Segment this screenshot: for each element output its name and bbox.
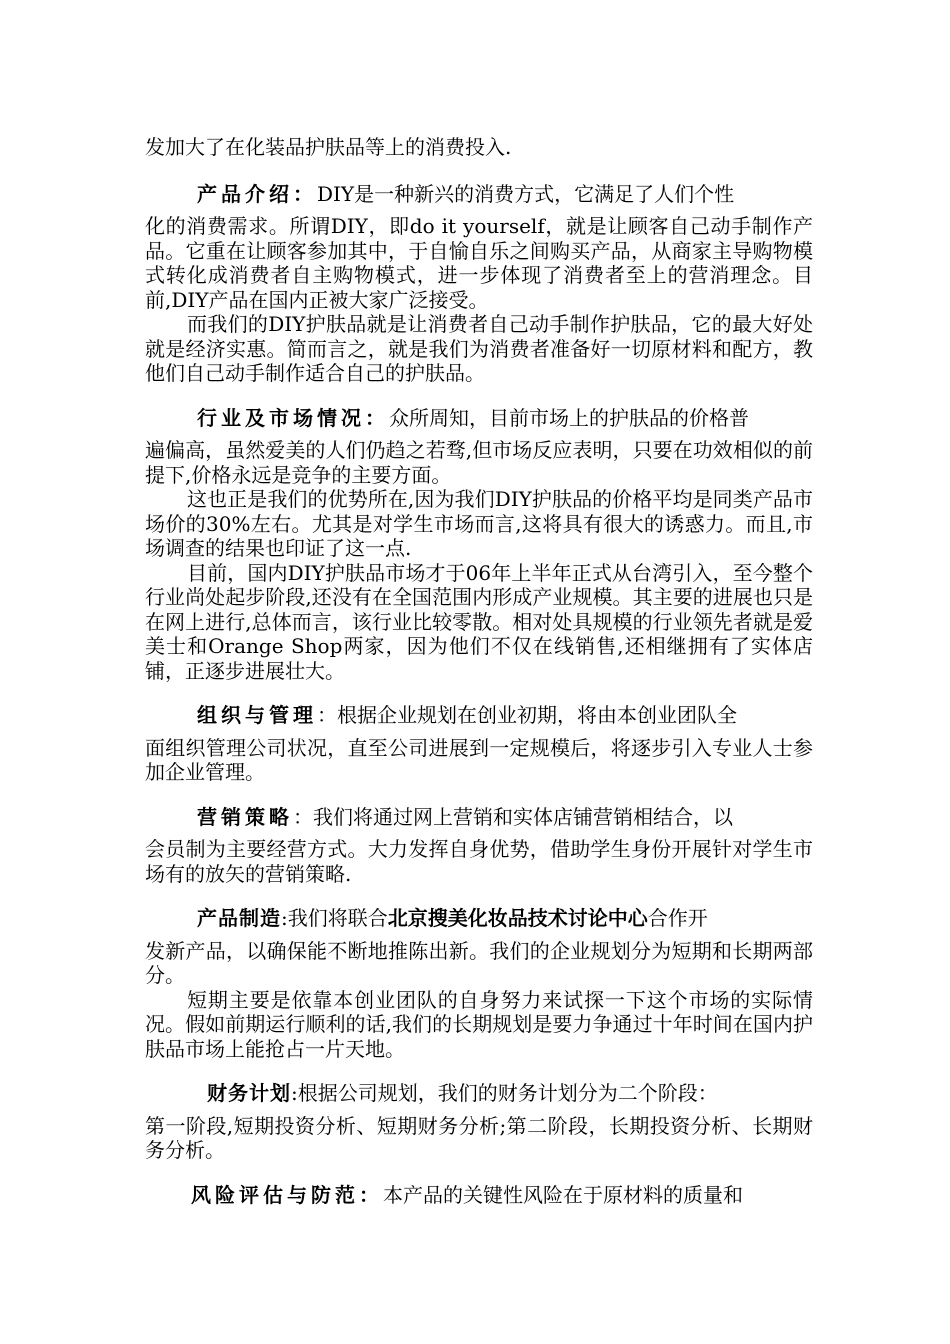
finance-line1: :根据公司规划，我们的财务计划分为二个阶段： [291,1081,718,1105]
section-heading-market: 行业及市场情况： [197,405,389,430]
section-organization-first-line [145,703,813,728]
section-organization [145,703,813,785]
section-product-first-line [145,182,813,207]
section-heading-manufacture: 产品制造 [197,906,281,930]
finance-paragraph: 第一阶段,短期投资分析、短期财务分析;第二阶段，长期投资分析、长期财务分析。 [145,1113,813,1162]
market-paragraph-3: 目前，国内DIY护肤品市场才于06年上半年正式从台湾引入，至今整个行业尚处起步阶段,还没有在全国范围内形成产业规模。其主要的进展也只是在网上进行,总体而言，该行业比较零散。相对处具规模的行业领先者就是爱美士和Orange Shop两家，因为他们不仅在线销售,还相继拥有了实体店铺，正逐步进展壮大。 [145,560,813,683]
manufacture-tail: 合作开 [647,906,708,930]
marketing-paragraph: 会员制为主要经营方式。大力发挥自身优势，借助学生身份开展针对学生市场有的放矢的营销策略. [145,837,813,886]
section-product [145,182,813,386]
section-marketing-first-line [145,805,813,830]
section-marketing [145,805,813,887]
section-risk-first-line [145,1183,813,1208]
section-heading-product: 产品介绍： [197,181,317,206]
manufacture-paragraph: 发新产品，以确保能不断地推陈出新。我们的企业规划分为短期和长期两部分。 [145,938,813,987]
product-paragraph: 化的消费需求。所谓DIY，即do it yourself，就是让顾客自己动手制作产品。它重在让顾客参加其中，于自愉自乐之间购买产品，从商家主导购物模式转化成消费者自主购物模式，进一步体现了消费者至上的营消理念。目前,DIY产品在国内正被大家广泛接受。 [145,214,813,312]
marketing-line1: ：我们将通过网上营销和实体店铺营销相结合，以 [293,804,733,829]
section-manufacture-first-line [145,906,813,931]
intro-tail-paragraph: 发加大了在化装品护肤品等上的消费投入. [145,135,512,159]
section-heading-finance: 财务计划 [207,1081,291,1105]
organization-paragraph: 面组织管理公司状况，直至公司进展到一定规模后，将逐步引入专业人士参加企业管理。 [145,735,813,784]
risk-line1: 本产品的关键性风险在于原材料的质量和 [383,1182,743,1207]
organization-line1: ：根据企业规划在创业初期，将由本创业团队全 [317,703,737,727]
manufacture-colon: :我们将联合 [281,906,388,930]
manufacture-partner-name: 北京搜美化妆品技术讨论中心 [387,906,648,930]
section-heading-organization: 组织与管理 [197,703,317,727]
product-paragraph-2: 而我们的DIY护肤品就是让消费者自己动手制作护肤品，它的最大好处就是经济实惠。简而言之，就是我们为消费者准备好一切原材料和配方，教他们自己动手制作适合自己的护肤品。 [145,312,813,385]
section-heading-risk: 风险评估与防范： [191,1182,383,1207]
section-finance-first-line [145,1081,813,1106]
section-market [145,406,813,684]
section-finance [145,1081,813,1163]
market-line1: 众所周知，目前市场上的护肤品的价格普 [389,405,749,430]
document-page [145,135,813,1215]
section-risk [145,1183,813,1208]
section-market-first-line [145,406,813,431]
market-paragraph: 遍偏高，虽然爱美的人们仍趋之若骛,但市场反应表明，只要在功效相似的前提下,价格永远是竞争的主要方面。 [145,438,813,487]
market-paragraph-2: 这也正是我们的优势所在,因为我们DIY护肤品的价格平均是同类产品市场价的30%左右。尤其是对学生市场而言,这将具有很大的诱惑力。而且,市场调查的结果也印证了这一点. [145,487,813,560]
product-line1: DIY是一种新兴的消费方式，它满足了人们个性 [317,181,735,206]
section-manufacture [145,906,813,1061]
section-heading-marketing: 营销策略 [197,804,293,829]
manufacture-paragraph-2: 短期主要是依靠本创业团队的自身努力来试探一下这个市场的实际情况。假如前期运行顺利的话,我们的长期规划是要力争通过十年时间在国内护肤品市场上能抢占一片天地。 [145,987,813,1061]
